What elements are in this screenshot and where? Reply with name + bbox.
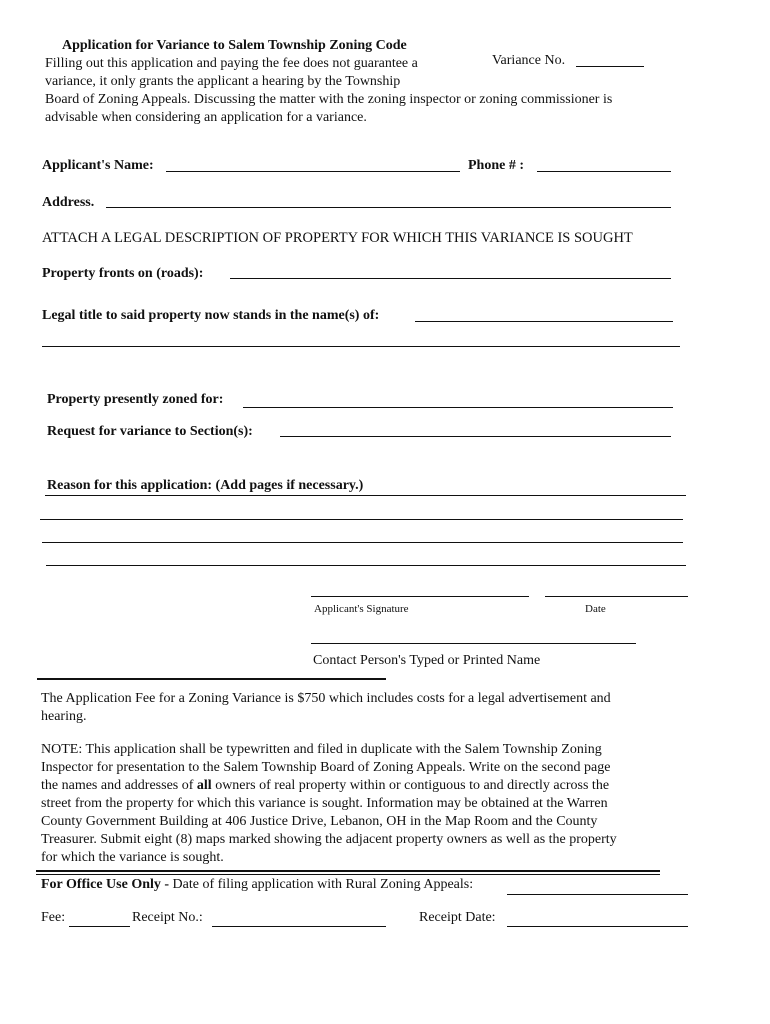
reason-line-4[interactable] <box>46 565 686 566</box>
reason-line-1[interactable] <box>45 495 686 496</box>
receipt-no-field[interactable] <box>212 926 386 927</box>
receipt-no-label: Receipt No.: <box>132 910 203 925</box>
applicant-signature-field[interactable] <box>311 596 529 597</box>
note-line-6: Treasurer. Submit eight (8) maps marked showing the adjacent property owners as well as the property <box>41 832 617 847</box>
address-field[interactable] <box>106 207 671 208</box>
note-line-3-post: owners of real property within or contiguous to and directly across the <box>211 778 610 793</box>
legal-title-label: Legal title to said property now stands in the name(s) of: <box>42 308 380 323</box>
reason-line-3[interactable] <box>42 542 683 543</box>
legal-title-field[interactable] <box>415 321 673 322</box>
date-label: Date <box>585 603 606 615</box>
phone-field[interactable] <box>537 171 671 172</box>
intro-line-2: variance, it only grants the applicant a hearing by the Township <box>45 74 401 89</box>
zoned-for-label: Property presently zoned for: <box>47 392 224 407</box>
note-line-3-pre: the names and addresses of <box>41 778 197 793</box>
signature-date-field[interactable] <box>545 596 688 597</box>
note-line-3 <box>41 777 609 795</box>
fee-field[interactable] <box>69 926 130 927</box>
fee-label: Fee: <box>41 910 66 925</box>
office-use-bold: For Office Use Only - <box>41 877 173 892</box>
variance-section-field[interactable] <box>280 436 671 437</box>
reason-label: Reason for this application: (Add pages if necessary.) <box>47 478 364 493</box>
intro-line-1: Filling out this application and paying the fee does not guarantee a <box>45 56 418 71</box>
fee-line-2: hearing. <box>41 709 87 724</box>
note-line-7: for which the variance is sought. <box>41 850 224 865</box>
fee-line-1: The Application Fee for a Zoning Variance is $750 which includes costs for a legal advertisement and <box>41 691 611 706</box>
applicant-name-label: Applicant's Name: <box>42 158 154 173</box>
applicant-signature-label: Applicant's Signature <box>314 603 409 615</box>
applicant-name-field[interactable] <box>166 171 460 172</box>
section-divider <box>37 678 386 680</box>
office-use-label <box>41 876 473 894</box>
filing-date-field[interactable] <box>507 894 688 895</box>
zoned-for-field[interactable] <box>243 407 673 408</box>
reason-line-2[interactable] <box>40 519 683 520</box>
note-line-4: street from the property for which this variance is sought. Information may be obtained at the Warren <box>41 796 608 811</box>
intro-line-3: Board of Zoning Appeals. Discussing the matter with the zoning inspector or zoning commissioner is <box>45 92 613 107</box>
receipt-date-field[interactable] <box>507 926 688 927</box>
office-divider-bottom <box>36 874 660 875</box>
contact-person-field[interactable] <box>311 643 636 644</box>
attach-notice: ATTACH A LEGAL DESCRIPTION OF PROPERTY FOR WHICH THIS VARIANCE IS SOUGHT <box>42 230 633 246</box>
note-line-5: County Government Building at 406 Justice Drive, Lebanon, OH in the Map Room and the County <box>41 814 598 829</box>
variance-no-label: Variance No. <box>492 53 566 68</box>
note-line-1: NOTE: This application shall be typewritten and filed in duplicate with the Salem Township Zoning <box>41 742 602 757</box>
office-divider-top <box>36 870 660 872</box>
intro-line-4: advisable when considering an application for a variance. <box>45 110 367 125</box>
note-line-2: Inspector for presentation to the Salem Township Board of Zoning Appeals. Write on the second page <box>41 760 611 775</box>
legal-title-field-2[interactable] <box>42 346 680 347</box>
property-fronts-field[interactable] <box>230 278 671 279</box>
property-fronts-label: Property fronts on (roads): <box>42 266 204 281</box>
variance-section-label: Request for variance to Section(s): <box>47 424 253 439</box>
receipt-date-label: Receipt Date: <box>419 910 496 925</box>
contact-person-label: Contact Person's Typed or Printed Name <box>313 653 541 668</box>
variance-no-field[interactable] <box>576 66 644 67</box>
office-use-rest: Date of filing application with Rural Zoning Appeals: <box>172 877 474 892</box>
form-title: Application for Variance to Salem Township Zoning Code <box>62 38 407 53</box>
address-label: Address. <box>42 195 95 210</box>
note-all-emphasis: all <box>196 778 212 793</box>
phone-label: Phone # : <box>468 158 524 173</box>
